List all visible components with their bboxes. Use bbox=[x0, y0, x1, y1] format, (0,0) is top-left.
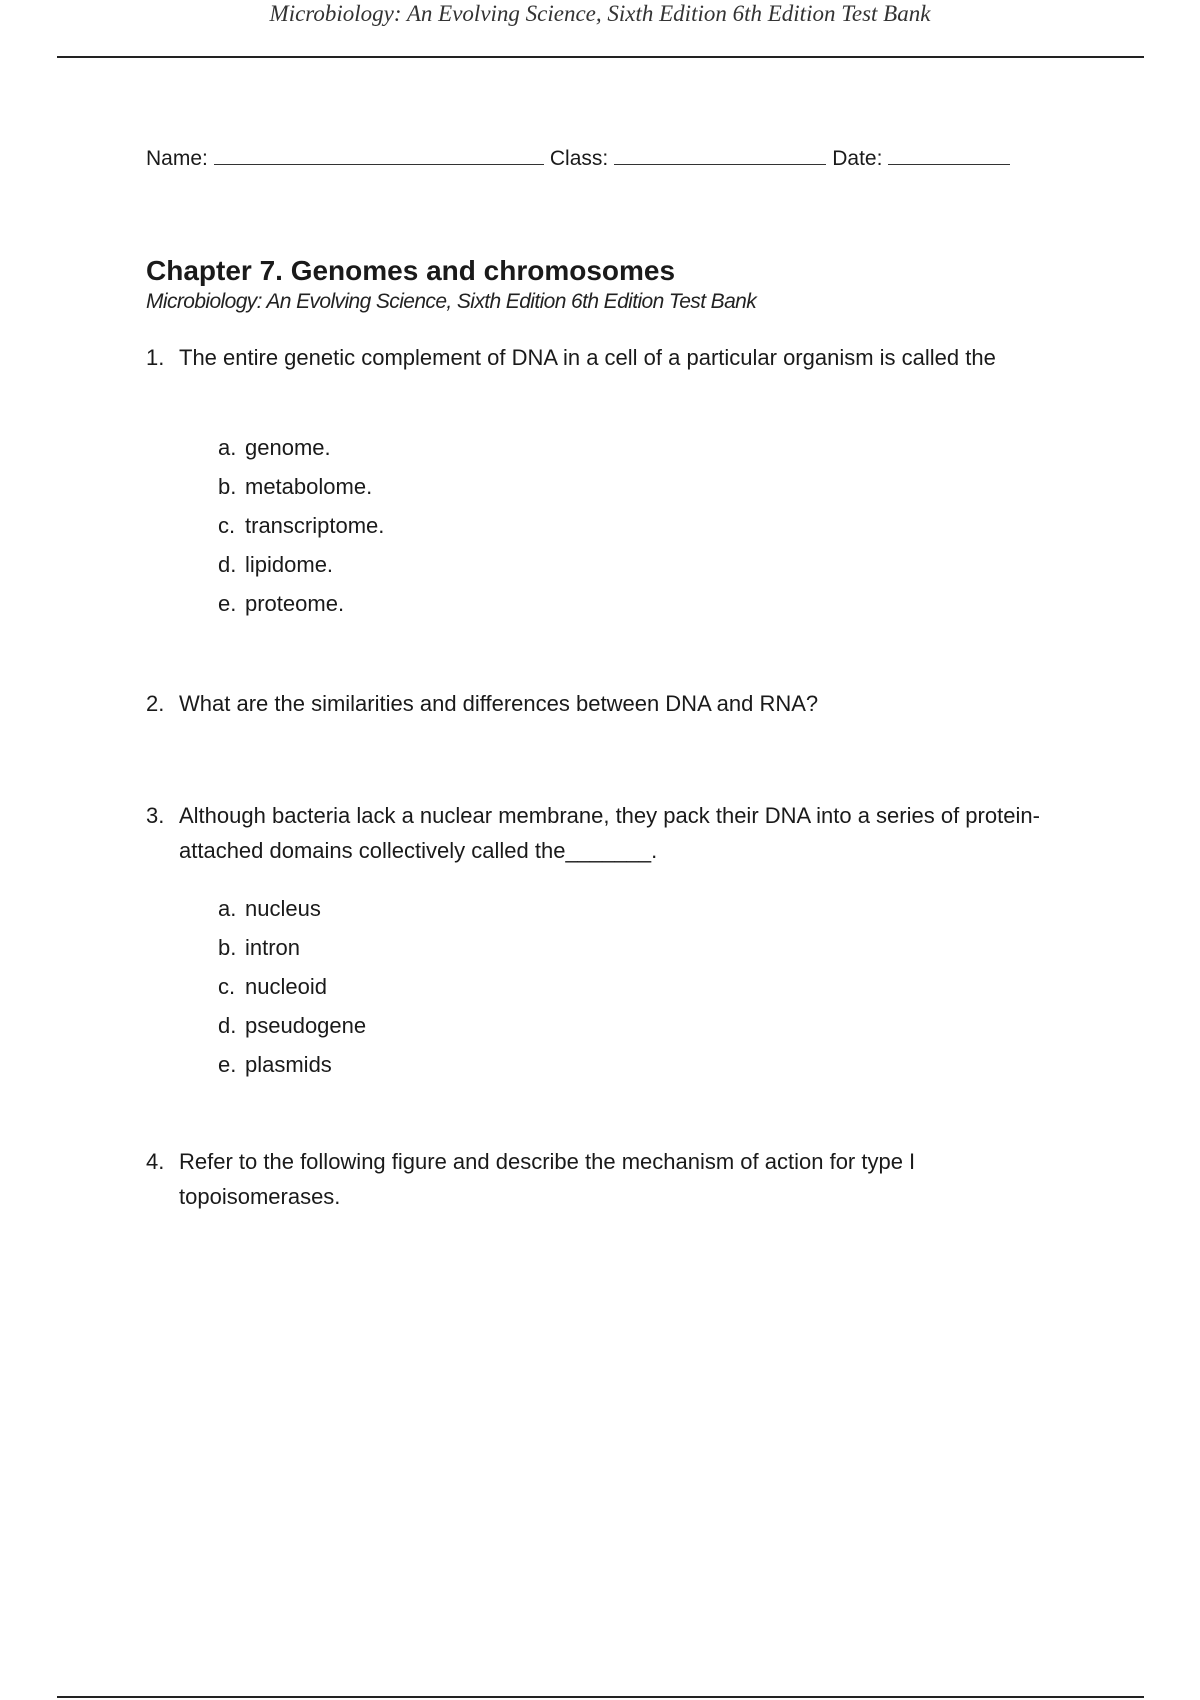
question-number: 1. bbox=[146, 345, 165, 370]
choice-text: plasmids bbox=[245, 1052, 332, 1077]
choice-text: nucleoid bbox=[245, 974, 327, 999]
choice-text: proteome. bbox=[245, 591, 345, 616]
question-3 bbox=[146, 798, 1046, 868]
student-info-line bbox=[146, 144, 1010, 173]
choice-item bbox=[218, 967, 366, 1006]
choice-letter: a. bbox=[218, 435, 237, 460]
choice-item bbox=[218, 1045, 366, 1084]
choice-text: pseudogene bbox=[245, 1013, 367, 1038]
question-number: 4. bbox=[146, 1149, 165, 1174]
choice-letter: e. bbox=[218, 591, 237, 616]
name-blank bbox=[214, 144, 544, 165]
running-header: Microbiology: An Evolving Science, Sixth Edition 6th Edition Test Bank bbox=[269, 1, 931, 26]
date-blank bbox=[888, 144, 1010, 165]
question-number: 2. bbox=[146, 691, 165, 716]
question-1 bbox=[146, 340, 1046, 375]
question-4 bbox=[146, 1144, 1046, 1214]
question-3-choices bbox=[218, 889, 366, 1084]
question-number: 3. bbox=[146, 803, 165, 828]
choice-letter: b. bbox=[218, 474, 237, 499]
question-text: What are the similarities and differences between DNA and RNA? bbox=[179, 691, 819, 716]
question-1-choices bbox=[218, 428, 384, 623]
date-label: Date: bbox=[832, 147, 883, 170]
choice-item bbox=[218, 467, 384, 506]
choice-letter: c. bbox=[218, 974, 236, 999]
choice-letter: e. bbox=[218, 1052, 237, 1077]
question-text: The entire genetic complement of DNA in a cell of a particular organism is called the bbox=[179, 345, 996, 370]
choice-letter: b. bbox=[218, 935, 237, 960]
choice-item bbox=[218, 928, 366, 967]
choice-letter: c. bbox=[218, 513, 236, 538]
choice-text: metabolome. bbox=[245, 474, 373, 499]
chapter-subtitle: Microbiology: An Evolving Science, Sixth Edition 6th Edition Test Bank bbox=[146, 290, 757, 313]
choice-text: lipidome. bbox=[245, 552, 334, 577]
name-label: Name: bbox=[146, 147, 208, 170]
question-2 bbox=[146, 686, 1046, 721]
choice-letter: d. bbox=[218, 1013, 237, 1038]
choice-text: transcriptome. bbox=[245, 513, 385, 538]
choice-item bbox=[218, 545, 384, 584]
choice-item bbox=[218, 889, 366, 928]
choice-text: genome. bbox=[245, 435, 331, 460]
choice-item bbox=[218, 584, 384, 623]
choice-item bbox=[218, 506, 384, 545]
question-text: Refer to the following figure and describe the mechanism of action for type I topoisomerases. bbox=[179, 1149, 916, 1209]
choice-item bbox=[218, 428, 384, 467]
choice-letter: d. bbox=[218, 552, 237, 577]
choice-item bbox=[218, 1006, 366, 1045]
chapter-title: Chapter 7. Genomes and chromosomes bbox=[146, 255, 676, 286]
footer-divider bbox=[57, 1696, 1144, 1698]
choice-letter: a. bbox=[218, 896, 237, 921]
class-blank bbox=[614, 144, 826, 165]
header-divider bbox=[57, 56, 1144, 58]
choice-text: nucleus bbox=[245, 896, 321, 921]
class-label: Class: bbox=[549, 147, 609, 170]
question-text: Although bacteria lack a nuclear membrane, they pack their DNA into a series of protein-attached domains collectively called the_______. bbox=[179, 803, 1040, 863]
choice-text: intron bbox=[245, 935, 301, 960]
